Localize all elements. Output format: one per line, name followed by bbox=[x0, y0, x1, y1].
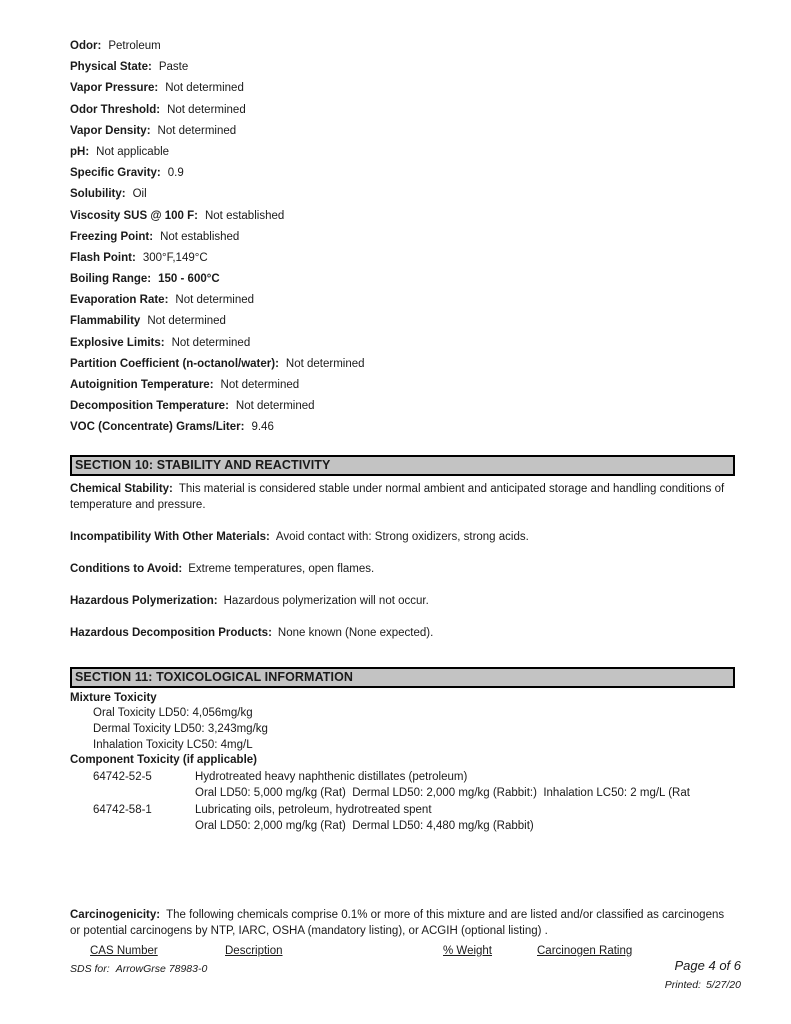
component-cas-number: 64742-52-5 bbox=[93, 771, 152, 784]
property-value: Not applicable bbox=[96, 145, 170, 158]
footer-printed-label: Printed: bbox=[664, 979, 701, 991]
property-label: Autoignition Temperature: bbox=[70, 379, 214, 391]
property-value: 300°F,149°C bbox=[142, 251, 208, 264]
property-row-flammability bbox=[70, 311, 735, 332]
property-row-vapor-density bbox=[70, 121, 735, 142]
property-row-viscosity bbox=[70, 206, 735, 227]
inhalation-toxicity-line: Inhalation Toxicity LC50: 4mg/L bbox=[93, 738, 253, 751]
chemical-stability-paragraph bbox=[70, 481, 735, 513]
column-header-cas-number: CAS Number bbox=[90, 944, 158, 957]
property-label: Odor: bbox=[70, 40, 102, 52]
property-row-specific-gravity bbox=[70, 163, 735, 184]
chemical-stability-label: Chemical Stability: bbox=[70, 482, 173, 495]
property-value: Not determined bbox=[171, 336, 251, 349]
property-value: Paste bbox=[158, 61, 189, 74]
property-row-autoignition-temperature bbox=[70, 375, 735, 396]
property-row-ph bbox=[70, 142, 735, 163]
hazardous-polymerization-label: Hazardous Polymerization: bbox=[70, 594, 218, 607]
property-label: Specific Gravity: bbox=[70, 167, 161, 180]
property-value: 9.46 bbox=[251, 421, 274, 434]
footer-sds-label: SDS for: bbox=[70, 963, 110, 975]
property-label: Boiling Range: bbox=[70, 273, 152, 286]
carcinogen-table-header-row bbox=[70, 945, 735, 961]
property-row-physical-state bbox=[70, 57, 735, 78]
hazardous-polymerization-text: Hazardous polymerization will not occur. bbox=[223, 594, 429, 607]
footer-printed-date bbox=[665, 978, 741, 992]
component-row bbox=[70, 802, 735, 818]
property-value: Not established bbox=[160, 230, 240, 243]
oral-toxicity-line: Oral Toxicity LD50: 4,056mg/kg bbox=[93, 707, 253, 720]
conditions-to-avoid-text: Extreme temperatures, open flames. bbox=[188, 562, 375, 575]
hazardous-decomposition-text: None known (None expected). bbox=[277, 626, 434, 639]
component-row bbox=[70, 769, 735, 785]
property-row-boiling-range bbox=[70, 269, 735, 290]
property-label: pH: bbox=[70, 145, 90, 158]
property-label: Solubility: bbox=[70, 188, 126, 201]
property-value: Not established bbox=[204, 209, 285, 222]
property-row-explosive-limits bbox=[70, 333, 735, 354]
property-row-vapor-pressure bbox=[70, 78, 735, 99]
property-value: Not determined bbox=[167, 103, 246, 116]
property-label: Flammability bbox=[70, 315, 141, 328]
component-name: Lubricating oils, petroleum, hydrotreated spent bbox=[195, 803, 432, 816]
property-label: Flash Point: bbox=[70, 251, 136, 264]
physical-properties-list bbox=[70, 36, 735, 439]
column-header-description: Description bbox=[225, 944, 283, 957]
column-header-weight: % Weight bbox=[443, 944, 493, 957]
incompatibility-paragraph bbox=[70, 529, 735, 545]
property-row-solubility bbox=[70, 184, 735, 205]
section-11-header: SECTION 11: TOXICOLOGICAL INFORMATION bbox=[70, 667, 735, 688]
carcinogenicity-paragraph bbox=[70, 907, 735, 939]
property-value: Not determined bbox=[157, 124, 237, 137]
property-label: Evaporation Rate: bbox=[70, 294, 169, 307]
chemical-stability-text: This material is considered stable under normal ambient and anticipated storage and handling conditions of temperature and pressure. bbox=[70, 482, 725, 511]
property-value: 0.9 bbox=[167, 167, 184, 180]
property-label: Decomposition Temperature: bbox=[70, 400, 229, 413]
incompatibility-text: Avoid contact with: Strong oxidizers, strong acids. bbox=[275, 530, 529, 543]
property-label: Freezing Point: bbox=[70, 230, 154, 243]
property-label: Viscosity SUS @ 100 F: bbox=[70, 209, 198, 222]
carcinogenicity-label: Carcinogenicity: bbox=[70, 908, 161, 921]
footer-sds-info bbox=[70, 963, 207, 975]
property-label: VOC (Concentrate) Grams/Liter: bbox=[70, 421, 245, 434]
property-label: Partition Coefficient (n-octanol/water): bbox=[70, 357, 279, 370]
footer-page-info bbox=[665, 958, 741, 992]
property-value: Not determined bbox=[175, 294, 255, 307]
property-label: Vapor Density: bbox=[70, 124, 151, 137]
mixture-toxicity-heading: Mixture Toxicity bbox=[70, 691, 157, 704]
dermal-toxicity-line: Dermal Toxicity LD50: 3,243mg/kg bbox=[93, 722, 268, 735]
carcinogenicity-text: The following chemicals comprise 0.1% or more of this mixture and are listed and/or classified as carcinogens or potential carcinogens by NTP, IARC, OSHA (mandatory listing), or ACGIH (optional listing) . bbox=[70, 908, 725, 937]
property-row-decomposition-temperature bbox=[70, 396, 735, 417]
hazardous-decomposition-paragraph bbox=[70, 625, 735, 641]
component-toxicity-values: Oral LD50: 5,000 mg/kg (Rat) Dermal LD50: 2,000 mg/kg (Rabbit:) Inhalation LC50: 2 mg/L (Rat bbox=[195, 787, 690, 800]
property-row-flash-point bbox=[70, 248, 735, 269]
component-cas-number: 64742-58-1 bbox=[93, 803, 152, 816]
carcinogenicity-block bbox=[70, 907, 735, 961]
column-header-carcinogen-rating: Carcinogen Rating bbox=[537, 944, 633, 957]
component-toxicity-heading: Component Toxicity (if applicable) bbox=[70, 754, 257, 767]
property-value: Not determined bbox=[220, 379, 300, 391]
property-value: Not determined bbox=[285, 357, 365, 370]
property-value: Petroleum bbox=[108, 40, 161, 52]
property-row-freezing-point bbox=[70, 227, 735, 248]
property-value: 150 - 600°C bbox=[158, 273, 220, 286]
property-label: Odor Threshold: bbox=[70, 103, 161, 116]
property-label: Physical State: bbox=[70, 61, 152, 74]
property-value: Oil bbox=[132, 188, 147, 201]
footer-sds-value: ArrowGrse 78983-0 bbox=[115, 963, 208, 975]
hazardous-decomposition-label: Hazardous Decomposition Products: bbox=[70, 626, 272, 639]
property-label: Vapor Pressure: bbox=[70, 82, 159, 95]
conditions-to-avoid-label: Conditions to Avoid: bbox=[70, 562, 183, 575]
property-row-evaporation-rate bbox=[70, 290, 735, 311]
property-value: Not determined bbox=[147, 315, 226, 328]
property-label: Explosive Limits: bbox=[70, 336, 165, 349]
property-value: Not determined bbox=[235, 400, 315, 413]
property-row-partition-coefficient bbox=[70, 354, 735, 375]
footer-printed-value: 5/27/20 bbox=[705, 979, 741, 991]
footer-page-number: Page 4 of 6 bbox=[674, 958, 741, 973]
property-row-odor bbox=[70, 36, 735, 57]
property-value: Not determined bbox=[165, 82, 244, 95]
incompatibility-label: Incompatibility With Other Materials: bbox=[70, 530, 270, 543]
property-row-odor-threshold bbox=[70, 100, 735, 121]
section-10-header: SECTION 10: STABILITY AND REACTIVITY bbox=[70, 455, 735, 476]
conditions-to-avoid-paragraph bbox=[70, 561, 735, 577]
component-name: Hydrotreated heavy naphthenic distillates (petroleum) bbox=[195, 771, 468, 784]
hazardous-polymerization-paragraph bbox=[70, 593, 735, 609]
property-row-voc bbox=[70, 417, 735, 438]
component-toxicity-values: Oral LD50: 2,000 mg/kg (Rat) Dermal LD50: 4,480 mg/kg (Rabbit) bbox=[195, 820, 534, 833]
